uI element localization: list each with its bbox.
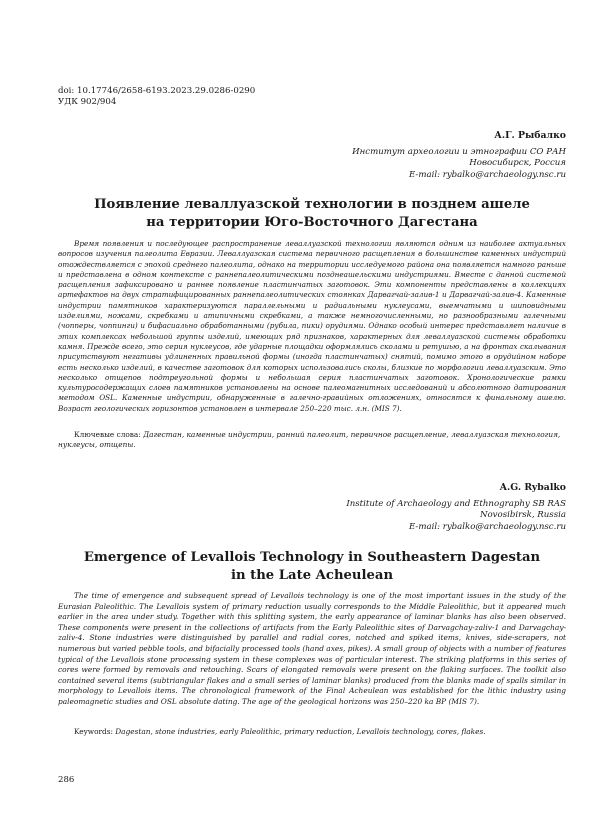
title-en-line-2: in the Late Acheulean bbox=[230, 568, 394, 583]
affiliation-email-en: E-mail: rybalko@archaeology.nsc.ru bbox=[408, 521, 566, 532]
doi: doi: 10.17746/2658-6193.2023.29.0286-0290 bbox=[58, 86, 256, 96]
keywords-en bbox=[58, 727, 566, 737]
keywords-ru bbox=[58, 430, 566, 451]
author-block-en bbox=[346, 482, 566, 533]
udk-code: УДК 902/904 bbox=[58, 97, 117, 107]
keywords-label-ru: Ключевые слова: bbox=[74, 430, 141, 439]
keywords-text-en: Dagestan, stone industries, early Paleolithic, primary reduction, Levallois technology, cores, flakes. bbox=[115, 727, 486, 736]
title-ru bbox=[58, 196, 566, 232]
page-number: 286 bbox=[58, 775, 75, 785]
title-en-line-1: Emergence of Levallois Technology in Southeastern Dagestan bbox=[83, 550, 541, 565]
abstract-en: The time of emergence and subsequent spread of Levallois technology is one of the most important issues in the study of the Eurasian Paleolithic. The Levallois system of primary reduction usually corresponds to the Middle Paleolithic, but it appeared much earlier in the area under study. Together with this splitting system, the early appearance of laminar blanks has also been observed. These components were present in the collections of artifacts from the Early Paleolithic sites of Darvagchay-zaliv-1 and Darvagchay-zaliv-4. Stone industries were distinguished by parallel and radial cores, notched and spiked items, knives, side-scrapers, not numerous but varied pebble tools, and bifacially processed tools (hand axes, pikes). A small group of objects with a number of features typical of the Levallois stone processing system in these complexes was of particular interest. The striking platforms in this series of cores were formed by removals and retouching. Scars of elongated removals were present on the flaking surfaces. The toolkit also contained several items (subtriangular flakes and a small series of laminar blanks) produced from the blanks made of spalls similar in morphology to Levallois items. The chronological framework of the Final Acheulean was established for the lithic industry using paleomagnetic studies and OSL absolute dating. The age of the geological horizons was 250–220 ka BP (MIS 7). bbox=[58, 591, 566, 706]
keywords-text-ru: Дагестан, каменные индустрии, ранний палеолит, первичное расщепление, леваллуазская технология, нуклеусы, отщепы. bbox=[58, 430, 561, 450]
title-ru-line-1: Появление леваллуазской технологии в позднем ашеле bbox=[94, 197, 530, 212]
author-name-ru: А.Г. Рыбалко bbox=[494, 130, 566, 141]
affiliation-institute-ru: Институт археологии и этнографии СО РАН bbox=[352, 146, 566, 157]
affiliation-email-ru: E-mail: rybalko@archaeology.nsc.ru bbox=[408, 169, 566, 180]
title-en bbox=[58, 549, 566, 585]
keywords-label-en: Keywords: bbox=[74, 727, 113, 736]
author-name-en: A.G. Rybalko bbox=[499, 482, 566, 493]
article-meta bbox=[58, 86, 255, 108]
affiliation-city-ru: Новосибирск, Россия bbox=[469, 158, 566, 168]
affiliation-institute-en: Institute of Archaeology and Ethnography SB RAS bbox=[346, 498, 566, 509]
abstract-ru: Время появления и последующее распространение леваллуазской технологии являются одним из наиболее актуальных вопросов изучения палеолита Евразии. Леваллуазская система первичного расщепления в большинстве каменных индустрий отождествляется с эпохой среднего палеолита, однако на территории исследуемого района она появляется намного раньше и представлена в одном контексте с раннепалеолитическими позднеашельскими индустриями. Вместе с данной системой расщепления зафиксировано и раннее появление пластинчатых заготовок. Эти компоненты представлены в коллекциях артефактов на двух стратифицированных раннепалеолитических стоянках Дарвагчай-залив-1 и Дарвагчай-залив-4. Каменные индустрии памятников характеризуются параллельными и радиальными нуклеусами, выемчатыми и шиповидными изделиями, ножами, скребками и атипичными скребками, а также немногочисленными, но разнообразными галечными (чопперы, чоппинги) и бифасиально обработанными (рубила, пики) орудиями. Однако особый интерес представляет наличие в этих комплексах небольшой группы изделий, имеющих ряд признаков, характерных для леваллуазской системы обработки камня. Прежде всего, это серия нуклеусов, где ударные площадки оформлялись сколами и ретушью, а на фронтах скалывания присутствуют негативы удлиненных правильной формы (иногда пластинчатых) снятий, помимо этого в орудийном наборе есть несколько изделий, в качестве заготовок для которых использовались сколы, близкие по морфологии леваллуазским. Это несколько отщепов подтреугольной формы и небольшая серия пластинчатых заготовок. Хронологические рамки культуросодержащих слоев памятников установлены на основе палеомагнитных исследований и абсолютного датирования методом OSL. Каменные индустрии, обнаруженные в галечно-гравийных отложениях, относятся к финальному ашелю. Возраст геологических горизонтов установлен в интервале 250–220 тыс. л.н. (MIS 7). bbox=[58, 239, 566, 413]
title-ru-line-2: на территории Юго-Восточного Дагестана bbox=[146, 215, 478, 230]
author-block-ru bbox=[352, 130, 566, 181]
affiliation-city-en: Novosibirsk, Russia bbox=[479, 510, 566, 520]
